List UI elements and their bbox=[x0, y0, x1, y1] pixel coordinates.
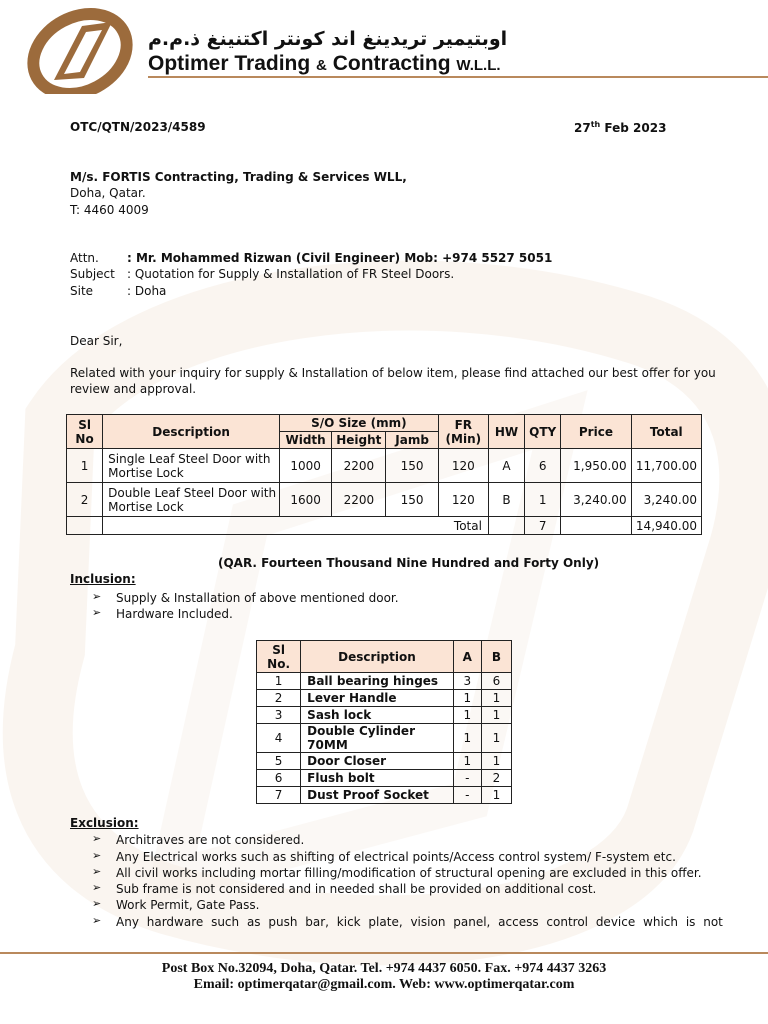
exclusion-item: Sub frame is not considered and in needed shall be provided on additional cost. bbox=[116, 882, 597, 896]
hw-col-description-header: Description bbox=[301, 641, 454, 673]
hw-cell-b: 1 bbox=[481, 753, 511, 770]
intro-line-1: Related with your inquiry for supply & Installation of below item, please find attached our best offer for you bbox=[70, 366, 716, 380]
cell-sl: 2 bbox=[67, 483, 103, 517]
subject-value: : Quotation for Supply & Installation of FR Steel Doors. bbox=[127, 267, 455, 281]
arrow-bullet-icon: ➢ bbox=[92, 832, 102, 845]
exclusion-item: Any Electrical works such as shifting of electrical points/Access control system/ F-system etc. bbox=[116, 850, 676, 864]
col-total-header: Total bbox=[631, 415, 701, 449]
site-value: : Doha bbox=[127, 284, 167, 298]
hw-cell-description: Lever Handle bbox=[301, 690, 454, 707]
col-fr-header: FR (Min) bbox=[438, 415, 488, 449]
cell-description: Double Leaf Steel Door with Mortise Lock bbox=[103, 483, 280, 517]
arrow-bullet-icon: ➢ bbox=[92, 865, 102, 878]
cell-qty: 1 bbox=[525, 483, 561, 517]
quotation-date bbox=[574, 120, 666, 135]
cell-empty bbox=[67, 517, 103, 535]
inclusion-item: Hardware Included. bbox=[116, 607, 233, 621]
footer-contact: Email: optimerqatar@gmail.com. Web: www.optimerqatar.com bbox=[193, 977, 575, 992]
exclusion-item: Work Permit, Gate Pass. bbox=[116, 898, 260, 912]
arrow-bullet-icon: ➢ bbox=[92, 881, 102, 894]
header-divider bbox=[148, 76, 768, 78]
col-jamb-header: Jamb bbox=[386, 432, 438, 449]
cell-height: 2200 bbox=[332, 483, 386, 517]
optimer-logo-icon bbox=[24, 8, 136, 94]
hw-cell-sl: 4 bbox=[257, 724, 301, 753]
table-row bbox=[257, 724, 512, 753]
hw-cell-b: 1 bbox=[481, 690, 511, 707]
exclusion-heading: Exclusion: bbox=[70, 816, 139, 830]
hw-cell-sl: 1 bbox=[257, 673, 301, 690]
arrow-bullet-icon: ➢ bbox=[92, 914, 102, 927]
hw-col-sl-header: Sl No. bbox=[257, 641, 301, 673]
hw-cell-a: 3 bbox=[453, 673, 481, 690]
cell-width: 1000 bbox=[279, 449, 331, 483]
subject-label: Subject bbox=[70, 267, 115, 281]
hw-cell-description: Dust Proof Socket bbox=[301, 787, 454, 804]
arrow-bullet-icon: ➢ bbox=[92, 590, 102, 603]
exclusion-item: All civil works including mortar filling/modification of structural opening are excluded in this offer. bbox=[116, 866, 702, 880]
col-so-size-header: S/O Size (mm) bbox=[279, 415, 438, 432]
inclusion-heading: Inclusion: bbox=[70, 572, 136, 586]
exclusion-item: Any hardware such as push bar, kick plate, vision panel, access control device which is not bbox=[116, 915, 723, 929]
cell-width: 1600 bbox=[279, 483, 331, 517]
hw-cell-b: 2 bbox=[481, 770, 511, 787]
hw-cell-a: 1 bbox=[453, 753, 481, 770]
hw-cell-description: Flush bolt bbox=[301, 770, 454, 787]
hw-cell-sl: 7 bbox=[257, 787, 301, 804]
hw-cell-b: 1 bbox=[481, 787, 511, 804]
table-row bbox=[257, 770, 512, 787]
col-price-header: Price bbox=[561, 415, 631, 449]
footer-divider bbox=[0, 952, 768, 954]
col-height-header: Height bbox=[332, 432, 386, 449]
grand-total: 14,940.00 bbox=[631, 517, 701, 535]
hw-cell-a: - bbox=[453, 770, 481, 787]
footer-address: Post Box No.32094, Doha, Qatar. Tel. +974 4437 6050. Fax. +974 4437 3263 bbox=[161, 961, 607, 976]
hw-cell-a: 1 bbox=[453, 690, 481, 707]
hw-cell-b: 6 bbox=[481, 673, 511, 690]
hw-cell-sl: 6 bbox=[257, 770, 301, 787]
inclusion-item: Supply & Installation of above mentioned door. bbox=[116, 591, 399, 605]
cell-empty bbox=[488, 517, 524, 535]
hw-cell-description: Ball bearing hinges bbox=[301, 673, 454, 690]
exclusion-item: Architraves are not considered. bbox=[116, 833, 305, 847]
amount-in-words: (QAR. Fourteen Thousand Nine Hundred and Forty Only) bbox=[218, 556, 600, 570]
col-hw-header: HW bbox=[488, 415, 524, 449]
table-row bbox=[257, 690, 512, 707]
hw-cell-description: Door Closer bbox=[301, 753, 454, 770]
col-sl-header: Sl No bbox=[67, 415, 103, 449]
total-qty: 7 bbox=[525, 517, 561, 535]
date-day: 27 bbox=[574, 121, 591, 135]
cell-fr: 120 bbox=[438, 483, 488, 517]
company-name-part2: Contracting bbox=[332, 52, 451, 75]
hw-cell-a: 1 bbox=[453, 707, 481, 724]
arrow-bullet-icon: ➢ bbox=[92, 897, 102, 910]
address-line-3: T: 4460 4009 bbox=[70, 203, 149, 217]
company-suffix: W.L.L. bbox=[456, 57, 501, 74]
intro-line-2: review and approval. bbox=[70, 382, 197, 396]
cell-qty: 6 bbox=[525, 449, 561, 483]
table-row bbox=[257, 673, 512, 690]
cell-description: Single Leaf Steel Door with Mortise Lock bbox=[103, 449, 280, 483]
address-line-1: M/s. FORTIS Contracting, Trading & Services WLL, bbox=[70, 170, 407, 184]
attn-label: Attn. bbox=[70, 251, 99, 265]
hw-cell-b: 1 bbox=[481, 724, 511, 753]
hardware-table bbox=[256, 640, 512, 804]
cell-sl: 1 bbox=[67, 449, 103, 483]
hw-cell-description: Double Cylinder 70MM bbox=[301, 724, 454, 753]
cell-total: 3,240.00 bbox=[631, 483, 701, 517]
hw-cell-sl: 5 bbox=[257, 753, 301, 770]
hw-cell-description: Sash lock bbox=[301, 707, 454, 724]
hw-cell-a: 1 bbox=[453, 724, 481, 753]
site-label: Site bbox=[70, 284, 94, 298]
total-label: Total bbox=[103, 517, 489, 535]
cell-price: 1,950.00 bbox=[561, 449, 631, 483]
table-row bbox=[257, 787, 512, 804]
table-row bbox=[67, 483, 702, 517]
cell-hw: B bbox=[488, 483, 524, 517]
arrow-bullet-icon: ➢ bbox=[92, 849, 102, 862]
company-name bbox=[148, 52, 501, 76]
col-description-header: Description bbox=[103, 415, 280, 449]
col-width-header: Width bbox=[279, 432, 331, 449]
quotation-ref: OTC/QTN/2023/4589 bbox=[70, 120, 206, 134]
hw-cell-sl: 3 bbox=[257, 707, 301, 724]
quotation-table bbox=[66, 414, 702, 535]
table-row bbox=[257, 753, 512, 770]
company-name-arabic: اوبتيمير تريدينغ اند كونتر اكتنينغ ذ.م.م bbox=[148, 28, 508, 50]
table-total-row bbox=[67, 517, 702, 535]
salutation: Dear Sir, bbox=[70, 334, 123, 348]
company-name-amp: & bbox=[316, 57, 327, 74]
hw-cell-b: 1 bbox=[481, 707, 511, 724]
cell-fr: 120 bbox=[438, 449, 488, 483]
cell-total: 11,700.00 bbox=[631, 449, 701, 483]
hw-cell-a: - bbox=[453, 787, 481, 804]
address-line-2: Doha, Qatar. bbox=[70, 186, 146, 200]
company-name-part1: Optimer Trading bbox=[148, 52, 311, 75]
cell-jamb: 150 bbox=[386, 449, 438, 483]
table-row bbox=[257, 707, 512, 724]
cell-height: 2200 bbox=[332, 449, 386, 483]
cell-empty bbox=[561, 517, 631, 535]
hw-col-b-header: B bbox=[481, 641, 511, 673]
cell-hw: A bbox=[488, 449, 524, 483]
date-suffix: th bbox=[590, 120, 601, 129]
hw-cell-sl: 2 bbox=[257, 690, 301, 707]
cell-jamb: 150 bbox=[386, 483, 438, 517]
col-qty-header: QTY bbox=[525, 415, 561, 449]
hw-col-a-header: A bbox=[453, 641, 481, 673]
date-rest: Feb 2023 bbox=[604, 121, 667, 135]
table-row bbox=[67, 449, 702, 483]
attn-value: : Mr. Mohammed Rizwan (Civil Engineer) Mob: +974 5527 5051 bbox=[127, 251, 553, 265]
cell-price: 3,240.00 bbox=[561, 483, 631, 517]
arrow-bullet-icon: ➢ bbox=[92, 606, 102, 619]
